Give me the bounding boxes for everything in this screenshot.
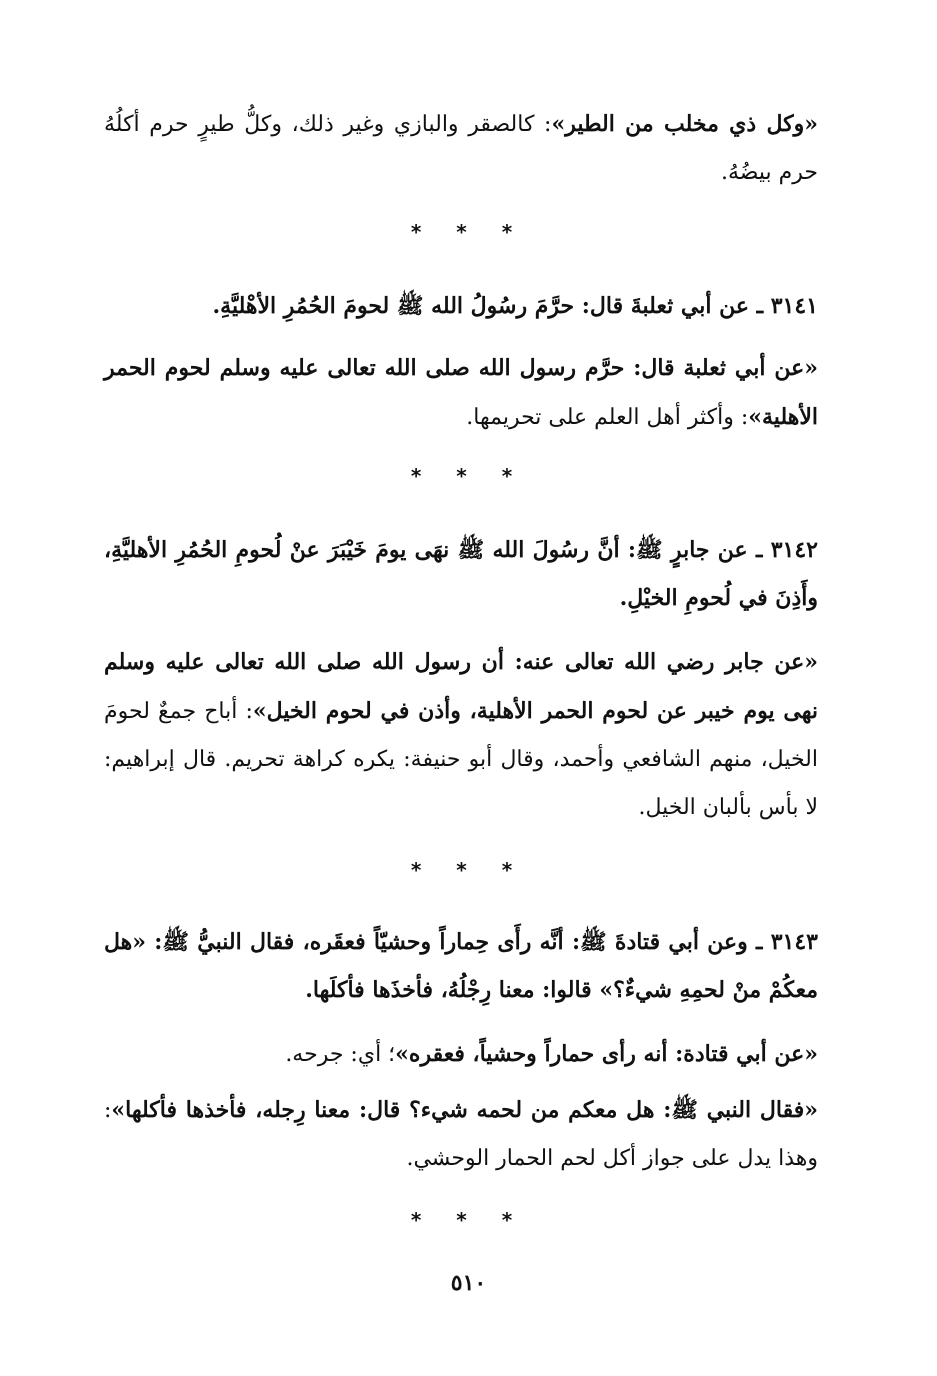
commentary-3143-b: [104, 1086, 818, 1183]
commentary-3143-quote-b: «فقال النبي ﷺ: هل معكم من لحمه شيء؟ قال: معنا رِجله، فأخذها فأكلها»: [111, 1097, 818, 1123]
commentary-3142-quote: «عن جابر رضي الله تعالى عنه: أن رسول الله صلى الله تعالى عليه وسلم نهى يوم خيبر عن لحوم الحمر الأهلية، وأذن في لحوم الخيل»: [104, 649, 818, 724]
intro-paragraph: [104, 100, 818, 197]
hadith-3141: ٣١٤١ ـ عن أبي ثعلبةَ قال: حرَّمَ رسُولُ الله ﷺ لحومَ الحُمُرِ الأهْليَّةِ.: [212, 293, 818, 319]
hadith-3143: ٣١٤٣ ـ وعن أبي قتادةَ ﷺ: أنَّه رأَى حِماراً وحشيّاً فعقَره، فقال النبيُّ ﷺ: «هل معكُمْ منْ لحمِهِ شيءٌ؟» قالوا: معنا رِجْلُهُ، فأخذَها فأكلَها.: [104, 929, 818, 1003]
commentary-3143-quote-a: «عن أبي قتادة: أنه رأى حماراً وحشياً، فعقره»: [395, 1041, 818, 1067]
commentary-3142-text: : أباح جمعٌ لحومَ الخيل، منهم الشافعي وأحمد، وقال أبو حنيفة: يكره كراهة تحريم. قال إبراهيم: لا بأس بألبان الخيل.: [104, 699, 818, 820]
commentary-3143-a: [104, 1030, 818, 1079]
hadith-3142: ٣١٤٢ ـ عن جابرٍ ﷺ: أنَّ رسُولَ الله ﷺ نهَى يومَ خَيْبَرَ عنْ لُحومِ الحُمُرِ الأهليَّةِ، وأَذِنَ في لُحومِ الخيْلِ.: [104, 537, 818, 611]
intro-text: : كالصقر والبازي وغير ذلك، وكلُّ طيرٍ حرم أكلُهُ حرم بيضُهُ.: [104, 112, 818, 185]
section-separator: * * *: [410, 1208, 527, 1232]
commentary-3142: [104, 638, 818, 832]
section-separator: * * *: [410, 464, 527, 488]
page-number: ٥١٠: [450, 1270, 487, 1296]
commentary-3141-quote: «عن أبي ثعلبة قال: حرَّم رسول الله صلى الله تعالى عليه وسلم لحوم الحمر الأهلية»: [104, 355, 818, 430]
commentary-3141: [104, 344, 818, 442]
commentary-3143-text-b: : وهذا يدل على جواز أكل لحم الحمار الوحشي.: [104, 1098, 818, 1171]
section-separator: * * *: [410, 858, 527, 882]
intro-quote: «وكل ذي مخلب من الطير»: [551, 111, 818, 137]
section-separator: * * *: [410, 220, 527, 244]
commentary-3141-text: : وأكثر أهل العلم على تحريمها.: [466, 405, 749, 430]
commentary-3143-text-a: ؛ أي: جرحه.: [285, 1042, 396, 1067]
